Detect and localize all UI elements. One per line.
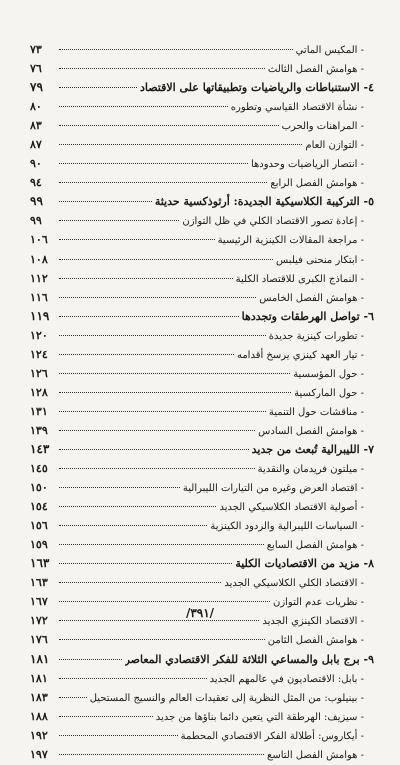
toc-entry-row: [30, 345, 374, 364]
toc-entry-row: [30, 173, 374, 192]
toc-page-number: ١١٦: [30, 290, 48, 304]
toc-entry-title: ٧- الليبرالية تُبعث من جديد: [251, 442, 374, 456]
toc-entry-title: - نظريات عدم التوازن: [272, 597, 364, 609]
toc-page-number: ١٢٦: [30, 366, 48, 380]
dot-leader: [59, 620, 259, 621]
dot-leader: [59, 125, 279, 126]
toc-entry-title: - حول المؤسسية: [293, 368, 364, 380]
toc-entry-title: - هوامش الفصل الرابع: [270, 178, 364, 190]
dot-leader: [59, 487, 180, 488]
toc-entry-title: - هوامش الفصل الثامن: [267, 635, 364, 647]
toc-page-number: ٩٩: [30, 194, 43, 209]
toc-entry-title: - النماذج الكبرى للاقتصاد الكلية: [235, 273, 364, 285]
dot-leader: [59, 468, 255, 469]
dot-leader: [59, 182, 267, 183]
dot-leader: [59, 373, 290, 374]
toc-entry-row: [30, 154, 374, 173]
toc-entry-title: - هوامش الفصل السادس: [258, 425, 364, 437]
toc-page-number: ٩٤: [30, 176, 42, 190]
toc-entry-title: - ميلتون فريدمان والنقدية: [257, 464, 364, 476]
dot-leader: [59, 163, 248, 164]
toc-entry-row: [30, 573, 374, 592]
toc-entry-row: [30, 669, 374, 688]
toc-entry-row: [30, 269, 374, 288]
toc-chapter-row: [30, 78, 374, 97]
toc-entry-row: [30, 402, 374, 421]
toc-entry-row: [30, 383, 374, 402]
page-number: /٣٩١/: [185, 606, 215, 620]
toc-entry-row: [30, 288, 374, 307]
toc-page-number: ٨٠: [30, 100, 42, 114]
toc-entry-title: - مراجعة المقالات الكينزية الرئيسية: [217, 235, 364, 247]
toc-entry-title: - اقتصاد العرض وغيره من التيارات الليبرالية: [182, 483, 364, 495]
dot-leader: [59, 144, 302, 145]
toc-entry-title: - الاقتصاد الكلي الكلاسيكي الجديد: [224, 578, 364, 590]
toc-page-number: ٩٠: [30, 157, 42, 171]
dot-leader: [59, 68, 265, 69]
dot-leader: [59, 335, 266, 336]
dot-leader: [59, 430, 255, 431]
toc-entry-title: - أصولية الاقتصاد الكلاسيكي الجديد: [219, 502, 364, 514]
toc-page-number: ١٢٠: [30, 328, 48, 342]
toc-entry-row: [30, 250, 374, 269]
toc-page-number: ٩٩: [30, 214, 42, 228]
toc-entry-title: - بابل: الاقتصاديون في عالمهم الجديد: [209, 673, 364, 685]
dot-leader: [59, 754, 264, 755]
toc-chapter-row: [30, 650, 374, 669]
dot-leader: [59, 278, 233, 279]
toc-entry-title: - تيار العهد كينزي يرسخ أقدامه: [236, 349, 364, 361]
toc-entry-row: [30, 97, 374, 116]
toc-page-number: ١٠٦: [30, 233, 48, 247]
toc-entry-row: [30, 688, 374, 707]
toc-chapter-row: [30, 192, 374, 211]
dot-leader: [59, 316, 239, 317]
dot-leader: [59, 525, 207, 526]
toc-page-number: ١٣٩: [30, 423, 48, 437]
toc-entry-row: [30, 459, 374, 478]
dot-leader: [59, 201, 152, 202]
dot-leader: [59, 601, 270, 602]
toc-page-number: ١٢٨: [30, 385, 48, 399]
dot-leader: [59, 259, 273, 260]
toc-entry-title: - أيكاروس: أطلالة الفكر الاقتصادي المحطمة: [180, 730, 364, 742]
toc-entry-title: - حول الماركسية: [294, 387, 364, 399]
toc-entry-row: [30, 230, 374, 249]
toc-entry-title: - السياسات الليبرالية والردود الكينزية: [210, 521, 364, 533]
toc-page-number: ١١٩: [30, 308, 50, 323]
dot-leader: [59, 239, 215, 240]
toc-page-number: ١٤٣: [30, 441, 50, 456]
toc-page-number: ١٨٣: [30, 690, 48, 704]
dot-leader: [59, 220, 179, 221]
toc-page-number: ١٦٣: [30, 556, 50, 571]
dot-leader: [59, 678, 207, 679]
toc-entry-title: - هوامش الفصل التاسع: [267, 749, 364, 761]
toc-page-number: ١٨١: [30, 671, 48, 685]
dot-leader: [59, 716, 153, 717]
toc-entry-title: - تطورات كينزية جديدة: [268, 330, 364, 342]
toc-entry-title: - الاقتصاد الكينزي الجديد: [262, 616, 364, 628]
toc-entry-row: [30, 116, 374, 135]
dot-leader: [59, 87, 137, 88]
toc-page-number: ١٧٦: [30, 633, 48, 647]
toc-page-number: ٨٣: [30, 119, 42, 133]
dot-leader: [59, 697, 87, 698]
toc-entry-title: ٩- برج بابل والمساعي الثلاثة للفكر الاقتصادي المعاصر: [124, 652, 374, 666]
toc-entry-row: [30, 40, 374, 59]
toc-entry-row: [30, 326, 374, 345]
toc-entry-title: - بينيلوب: من المثل النظرية إلى تعقيدات العالم والنسيج المستحيل: [89, 692, 364, 704]
toc-entry-row: [30, 497, 374, 516]
toc-entry-row: [30, 707, 374, 726]
toc-entry-title: - ابتكار منحنى فيلبس: [276, 254, 364, 266]
toc-page-number: ١٤٥: [30, 462, 48, 476]
toc-page-number: ١٦٧: [30, 595, 48, 609]
toc-entry-row: [30, 364, 374, 383]
dot-leader: [59, 392, 291, 393]
dot-leader: [59, 506, 216, 507]
toc-entry-title: - سيزيف: الهرطقة التي يتعين دائما بناؤها من جديد: [155, 711, 364, 723]
toc-entry-title: ٦- تواصل الهرطقات وتجددها: [241, 309, 374, 323]
toc-entry-title: - هوامش الفصل السابع: [266, 540, 364, 552]
toc-chapter-row: [30, 440, 374, 459]
toc-page-number: ١٥٦: [30, 519, 48, 533]
dot-leader: [59, 297, 256, 298]
toc-page-number: ١٨٨: [30, 709, 48, 723]
toc-page-number: ١٢٤: [30, 347, 48, 361]
toc-page-number: ٧٣: [30, 43, 42, 56]
toc-entry-row: [30, 59, 374, 78]
toc-entry-row: [30, 516, 374, 535]
toc-entry-title: ٤- الاستنباطات والرياضيات وتطبيقاتها على الاقتصاد: [139, 81, 374, 95]
toc-entry-row: [30, 535, 374, 554]
toc-entry-title: - نشأة الاقتصاد القياسي وتطوره: [230, 102, 364, 114]
dot-leader: [59, 49, 293, 50]
toc-entry-title: - التوازن العام: [305, 140, 364, 152]
toc-entry-row: [30, 211, 374, 230]
dot-leader: [59, 659, 122, 660]
toc-entry-row: [30, 135, 374, 154]
toc-page-number: ١٧٢: [30, 614, 48, 628]
toc-entry-title: - انتصار الرياضيات وحدودها: [250, 159, 364, 171]
toc-page-number: ١٥٠: [30, 481, 48, 495]
toc-entry-title: - هوامش الفصل الخامس: [259, 292, 364, 304]
dot-leader: [59, 449, 249, 450]
toc-entry-row: [30, 421, 374, 440]
dot-leader: [59, 106, 228, 107]
toc-page-number: ١١٢: [30, 271, 48, 285]
toc-entry-title: - إعادة تصور الاقتصاد الكلي في ظل التوازن: [182, 216, 364, 228]
toc-page-number: ١٦٣: [30, 576, 48, 590]
toc-page-number: ١٠٨: [30, 252, 48, 266]
toc-chapter-row: [30, 554, 374, 573]
toc-entry-title: ٥- التركيبة الكلاسيكية الجديدة: أرثوذكسية حديثة: [154, 195, 374, 209]
toc-entry-title: - هوامش الفصل الثالث: [267, 64, 364, 76]
toc-entry-title: - مناقشات حول التنمية: [268, 406, 364, 418]
toc-entry-title: - المكيس الماتي: [295, 45, 364, 56]
toc-entry-row: [30, 726, 374, 745]
toc-page-number: ١٩٢: [30, 728, 48, 742]
dot-leader: [59, 735, 178, 736]
toc-entry-title: ٨- مزيد من الاقتصاديات الكلية: [235, 557, 374, 571]
toc-page-number: ٨٧: [30, 138, 42, 152]
toc-page-number: ١٣١: [30, 404, 48, 418]
toc-page-number: ١٥٤: [30, 500, 48, 514]
toc-entry-row: [30, 478, 374, 497]
dot-leader: [59, 582, 221, 583]
toc-chapter-row: [30, 307, 374, 326]
toc-entry-title: - المراهنات والحرب: [281, 121, 364, 133]
dot-leader: [59, 563, 232, 564]
toc-page-number: ٧٩: [30, 80, 43, 95]
toc-page-number: ١٩٧: [30, 747, 48, 761]
dot-leader: [59, 354, 234, 355]
dot-leader: [59, 544, 264, 545]
toc-page-number: ٧٦: [30, 62, 42, 76]
toc-entry-row: [30, 745, 374, 764]
table-of-contents: [30, 40, 374, 764]
toc-page-number: ١٥٩: [30, 538, 48, 552]
dot-leader: [59, 411, 266, 412]
toc-page-number: ١٨١: [30, 651, 50, 666]
